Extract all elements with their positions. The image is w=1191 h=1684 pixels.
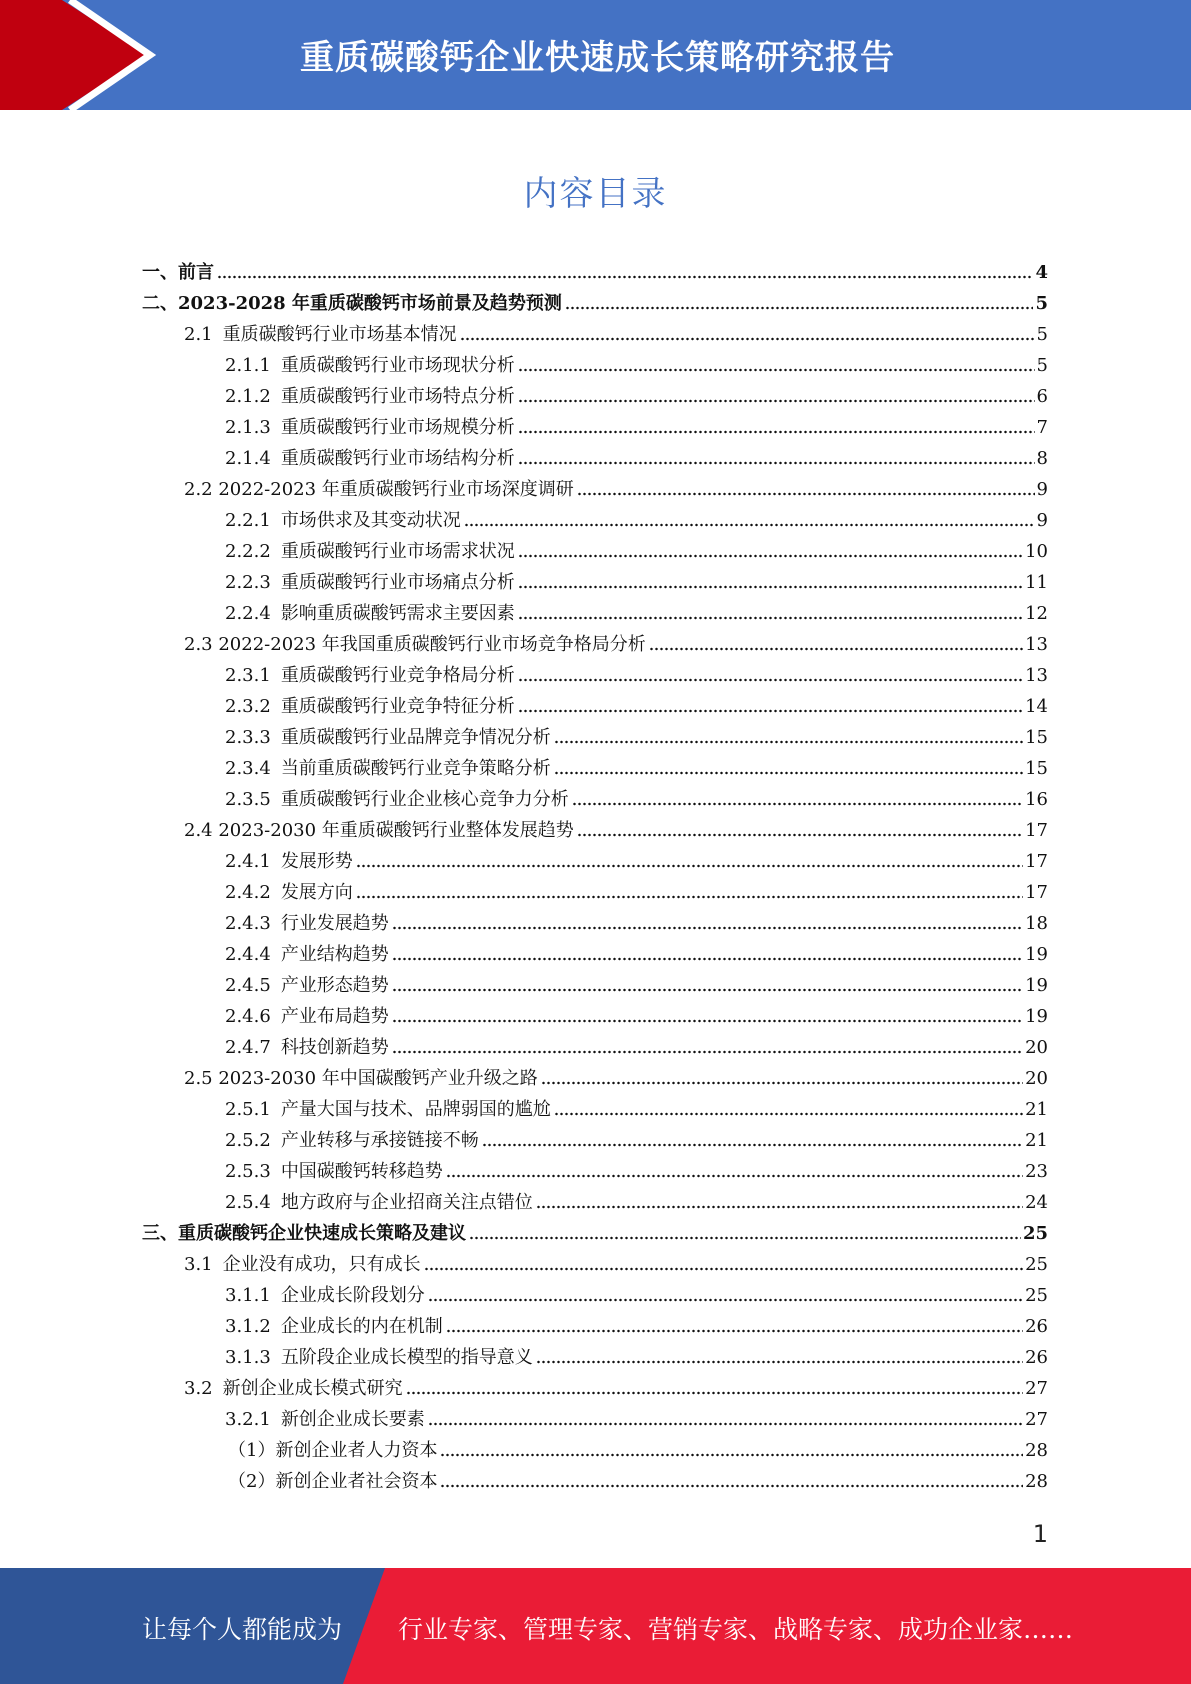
toc-entry-number: 2.2.2 — [225, 541, 271, 562]
toc-entry-number: 2.1.1 — [225, 355, 271, 376]
toc-dot-leader — [428, 1421, 1023, 1427]
toc-entry-title: 企业成长的内在机制 — [280, 1316, 443, 1337]
toc-entry-number: 2.2.4 — [225, 603, 271, 624]
toc-entry[interactable] — [228, 1432, 1048, 1463]
toc-dot-leader — [392, 1049, 1023, 1055]
toc-entry[interactable] — [225, 905, 1048, 936]
toc-entry-title: 重质碳酸钙行业市场规模分析 — [280, 417, 515, 438]
toc-entry[interactable] — [225, 595, 1048, 626]
toc-dot-leader — [440, 1452, 1023, 1458]
toc-entry[interactable] — [225, 533, 1048, 564]
toc-entry-title: 重质碳酸钙行业竞争格局分析 — [280, 665, 515, 686]
toc-dot-leader — [577, 832, 1023, 838]
toc-entry-title: 重质碳酸钙行业市场需求状况 — [280, 541, 515, 562]
toc-entry-page: 5 — [1036, 324, 1048, 345]
toc-entry-page: 26 — [1025, 1316, 1048, 1337]
toc-entry[interactable] — [225, 750, 1048, 781]
toc-entry[interactable] — [184, 1060, 1048, 1091]
toc-entry-title: 地方政府与企业招商关注点错位 — [280, 1192, 533, 1213]
toc-entry[interactable] — [225, 1153, 1048, 1184]
toc-entry[interactable] — [225, 1339, 1048, 1370]
toc-entry[interactable] — [225, 874, 1048, 905]
toc-entry-number: 3.2 — [184, 1378, 213, 1399]
toc-dot-leader — [460, 336, 1035, 342]
toc-entry-page: 25 — [1025, 1254, 1048, 1275]
toc-dot-leader — [518, 460, 1035, 466]
toc-entry-title: 产业转移与承接链接不畅 — [280, 1130, 479, 1151]
toc-entry-title: 五阶段企业成长模型的指导意义 — [280, 1347, 533, 1368]
toc-entry-title: 当前重质碳酸钙行业竞争策略分析 — [280, 758, 551, 779]
toc-dot-leader — [518, 367, 1035, 373]
toc-entry[interactable] — [225, 688, 1048, 719]
toc-entry-page: 21 — [1025, 1130, 1048, 1151]
toc-dot-leader — [518, 615, 1023, 621]
footer-slogan-right: 行业专家、管理专家、营销专家、战略专家、成功企业家…… — [398, 1615, 1074, 1644]
toc-entry-title: 2.3 2022-2023 年我国重质碳酸钙行业市场竞争格局分析 — [184, 634, 646, 655]
toc-entry[interactable] — [225, 843, 1048, 874]
toc-entry-number: 3.1.1 — [225, 1285, 271, 1306]
toc-entry-page: 9 — [1036, 479, 1048, 500]
toc-dot-leader — [649, 646, 1023, 652]
toc-entry-page: 19 — [1025, 944, 1048, 965]
toc-dot-leader — [541, 1080, 1023, 1086]
toc-dot-leader — [554, 1111, 1023, 1117]
toc-dot-leader — [518, 584, 1023, 590]
toc-entry-page: 18 — [1025, 913, 1048, 934]
toc-entry-title: 重质碳酸钙行业市场现状分析 — [280, 355, 515, 376]
toc-entry[interactable] — [225, 936, 1048, 967]
toc-entry-page: 17 — [1025, 882, 1048, 903]
toc-entry[interactable] — [184, 626, 1048, 657]
toc-entry-number: 2.1.3 — [225, 417, 271, 438]
toc-entry-page: 20 — [1025, 1068, 1048, 1089]
toc-entry-title: 三、重质碳酸钙企业快速成长策略及建议 — [142, 1223, 466, 1244]
toc-entry-title: 二、2023-2028 年重质碳酸钙市场前景及趋势预测 — [142, 293, 562, 314]
toc-entry-page: 16 — [1025, 789, 1048, 810]
toc-entry-page: 27 — [1025, 1378, 1048, 1399]
toc-entry-title: 科技创新趋势 — [280, 1037, 389, 1058]
toc-entry-title: 产量大国与技术、品牌弱国的尴尬 — [280, 1099, 551, 1120]
toc-entry-page: 14 — [1025, 696, 1048, 717]
toc-entry-title: 重质碳酸钙行业竞争特征分析 — [280, 696, 515, 717]
toc-entry[interactable] — [142, 254, 1048, 285]
toc-entry-number: 2.4.6 — [225, 1006, 271, 1027]
toc-dot-leader — [554, 739, 1023, 745]
toc-entry-title: 重质碳酸钙行业市场结构分析 — [280, 448, 515, 469]
toc-entry-title: 2.4 2023-2030 年重质碳酸钙行业整体发展趋势 — [184, 820, 574, 841]
toc-entry[interactable] — [184, 471, 1048, 502]
toc-entry[interactable] — [225, 967, 1048, 998]
toc-entry-page: 21 — [1025, 1099, 1048, 1120]
toc-entry[interactable] — [184, 316, 1048, 347]
toc-entry-page: 19 — [1025, 975, 1048, 996]
toc-entry-page: 5 — [1036, 355, 1048, 376]
toc-entry-title: 重质碳酸钙行业市场基本情况 — [222, 324, 457, 345]
toc-dot-leader — [392, 987, 1023, 993]
toc-entry-page: 13 — [1025, 665, 1048, 686]
toc-entry-title: 影响重质碳酸钙需求主要因素 — [280, 603, 515, 624]
toc-entry-page: 15 — [1025, 727, 1048, 748]
footer-slogan-left: 让每个人都能成为 — [142, 1615, 343, 1644]
toc-entry-page: 27 — [1025, 1409, 1048, 1430]
toc-entry-page: 7 — [1036, 417, 1048, 438]
toc-entry-number: 2.2.3 — [225, 572, 271, 593]
toc-entry-number: 2.4.3 — [225, 913, 271, 934]
toc-entry-title: 重质碳酸钙行业企业核心竞争力分析 — [280, 789, 569, 810]
toc-dot-leader — [518, 398, 1035, 404]
toc-entry-page: 10 — [1025, 541, 1048, 562]
toc-dot-leader — [565, 305, 1034, 311]
toc-entry-number: 3.1.2 — [225, 1316, 271, 1337]
toc-entry-number: 2.4.7 — [225, 1037, 271, 1058]
toc-entry-title: （1）新创企业者人力资本 — [228, 1440, 438, 1461]
toc-entry[interactable] — [225, 409, 1048, 440]
toc-entry[interactable] — [225, 378, 1048, 409]
toc-entry-title: 发展形势 — [280, 851, 353, 872]
toc-entry[interactable] — [225, 1401, 1048, 1432]
toc-entry-title: 新创企业成长要素 — [280, 1409, 425, 1430]
toc-entry-number: 2.3.1 — [225, 665, 271, 686]
toc-dot-leader — [469, 1235, 1021, 1241]
toc-entry-number: 3.1 — [184, 1254, 213, 1275]
toc-dot-leader — [440, 1483, 1023, 1489]
toc-entry-number: 2.5.1 — [225, 1099, 271, 1120]
toc-dot-leader — [428, 1297, 1023, 1303]
toc-entry-title: 重质碳酸钙行业市场痛点分析 — [280, 572, 515, 593]
toc-entry[interactable] — [225, 657, 1048, 688]
toc-entry-page: 12 — [1025, 603, 1048, 624]
toc-entry-title: 发展方向 — [280, 882, 353, 903]
toc-dot-leader — [356, 894, 1023, 900]
toc-entry-title: 产业结构趋势 — [280, 944, 389, 965]
toc-entry[interactable] — [225, 998, 1048, 1029]
toc-dot-leader — [482, 1142, 1023, 1148]
toc-entry-page: 4 — [1035, 262, 1048, 283]
toc-entry-number: 3.2.1 — [225, 1409, 271, 1430]
toc-entry-page: 17 — [1025, 851, 1048, 872]
toc-dot-leader — [518, 429, 1035, 435]
toc-entry-page: 19 — [1025, 1006, 1048, 1027]
toc-entry[interactable] — [225, 1029, 1048, 1060]
toc-entry-title: 重质碳酸钙行业品牌竞争情况分析 — [280, 727, 551, 748]
report-title: 重质碳酸钙企业快速成长策略研究报告 — [300, 38, 895, 78]
toc-entry-title: 新创企业成长模式研究 — [222, 1378, 403, 1399]
page-number: 1 — [1032, 1520, 1048, 1548]
toc-entry-page: 17 — [1025, 820, 1048, 841]
toc-entry[interactable] — [225, 781, 1048, 812]
toc-entry-number: 2.2.1 — [225, 510, 271, 531]
toc-entry-title: 一、前言 — [142, 262, 214, 283]
toc-entry-title: （2）新创企业者社会资本 — [228, 1471, 438, 1492]
toc-dot-leader — [518, 708, 1023, 714]
toc-entry[interactable] — [225, 440, 1048, 471]
toc-entry-number: 2.5.4 — [225, 1192, 271, 1213]
toc-entry[interactable] — [225, 719, 1048, 750]
toc-entry-page: 8 — [1036, 448, 1048, 469]
toc-dot-leader — [392, 956, 1023, 962]
toc-dot-leader — [392, 925, 1023, 931]
toc-dot-leader — [572, 801, 1023, 807]
toc-dot-leader — [518, 553, 1023, 559]
toc-dot-leader — [446, 1328, 1023, 1334]
toc-entry-page: 9 — [1036, 510, 1048, 531]
toc-dot-leader — [536, 1359, 1023, 1365]
toc-dot-leader — [536, 1204, 1023, 1210]
toc-entry-page: 6 — [1036, 386, 1048, 407]
toc-entry[interactable] — [142, 285, 1048, 316]
toc-entry-page: 28 — [1025, 1440, 1048, 1461]
toc-entry-title: 产业形态趋势 — [280, 975, 389, 996]
toc-entry-number: 2.1.4 — [225, 448, 271, 469]
toc-entry-number: 2.4.1 — [225, 851, 271, 872]
header-banner — [0, 0, 1191, 110]
toc-entry-title: 企业没有成功，只有成长 — [222, 1254, 421, 1275]
toc-heading: 内容目录 — [523, 174, 668, 214]
toc-entry-title: 产业布局趋势 — [280, 1006, 389, 1027]
toc-entry-page: 20 — [1025, 1037, 1048, 1058]
toc-dot-leader — [392, 1018, 1023, 1024]
toc-entry-title: 2.5 2023-2030 年中国碳酸钙产业升级之路 — [184, 1068, 538, 1089]
toc-entry[interactable] — [225, 1277, 1048, 1308]
toc-dot-leader — [356, 863, 1023, 869]
toc-dot-leader — [577, 491, 1035, 497]
toc-entry-number: 2.3.5 — [225, 789, 271, 810]
toc-entry-number: 2.1 — [184, 324, 213, 345]
toc-entry-number: 2.3.3 — [225, 727, 271, 748]
toc-entry-page: 26 — [1025, 1347, 1048, 1368]
toc-entry-page: 15 — [1025, 758, 1048, 779]
toc-entry-page: 23 — [1025, 1161, 1048, 1182]
toc-entry[interactable] — [228, 1463, 1048, 1494]
toc-entry-title: 中国碳酸钙转移趋势 — [280, 1161, 443, 1182]
toc-entry[interactable] — [225, 1308, 1048, 1339]
toc-entry-page: 25 — [1022, 1223, 1048, 1244]
toc-entry[interactable] — [225, 1091, 1048, 1122]
toc-dot-leader — [424, 1266, 1023, 1272]
toc-entry-title: 企业成长阶段划分 — [280, 1285, 425, 1306]
toc-entry-number: 2.4.5 — [225, 975, 271, 996]
toc-dot-leader — [217, 274, 1033, 280]
toc-entry[interactable] — [184, 1246, 1048, 1277]
toc-entry[interactable] — [225, 347, 1048, 378]
red-chevron-icon — [0, 0, 160, 110]
toc-entry-number: 2.3.2 — [225, 696, 271, 717]
toc-entry-page: 11 — [1025, 572, 1048, 593]
toc-entry[interactable] — [225, 502, 1048, 533]
toc-entry-title: 市场供求及其变动状况 — [280, 510, 461, 531]
toc-entry-number: 2.5.2 — [225, 1130, 271, 1151]
toc-dot-leader — [518, 677, 1023, 683]
toc-entry-page: 13 — [1025, 634, 1048, 655]
toc-entry-page: 28 — [1025, 1471, 1048, 1492]
toc-entry-number: 2.3.4 — [225, 758, 271, 779]
toc-entry-number: 2.4.4 — [225, 944, 271, 965]
toc-entry[interactable] — [184, 812, 1048, 843]
footer-banner — [0, 1568, 1191, 1684]
toc-entry-number: 2.4.2 — [225, 882, 271, 903]
toc-dot-leader — [446, 1173, 1023, 1179]
toc-entry[interactable] — [225, 1184, 1048, 1215]
toc-entry[interactable] — [225, 564, 1048, 595]
toc-entry-page: 5 — [1035, 293, 1048, 314]
toc-dot-leader — [554, 770, 1023, 776]
toc-entry-title: 2.2 2022-2023 年重质碳酸钙行业市场深度调研 — [184, 479, 574, 500]
toc-entry-page: 25 — [1025, 1285, 1048, 1306]
toc-entry-title: 重质碳酸钙行业市场特点分析 — [280, 386, 515, 407]
toc-entry[interactable] — [142, 1215, 1048, 1246]
toc-entry-title: 行业发展趋势 — [280, 913, 389, 934]
toc-dot-leader — [464, 522, 1035, 528]
toc-entry-page: 24 — [1025, 1192, 1048, 1213]
toc-dot-leader — [406, 1390, 1023, 1396]
toc-entry-number: 3.1.3 — [225, 1347, 271, 1368]
toc-entry-number: 2.5.3 — [225, 1161, 271, 1182]
toc-entry[interactable] — [184, 1370, 1048, 1401]
toc-entry[interactable] — [225, 1122, 1048, 1153]
toc-entry-number: 2.1.2 — [225, 386, 271, 407]
